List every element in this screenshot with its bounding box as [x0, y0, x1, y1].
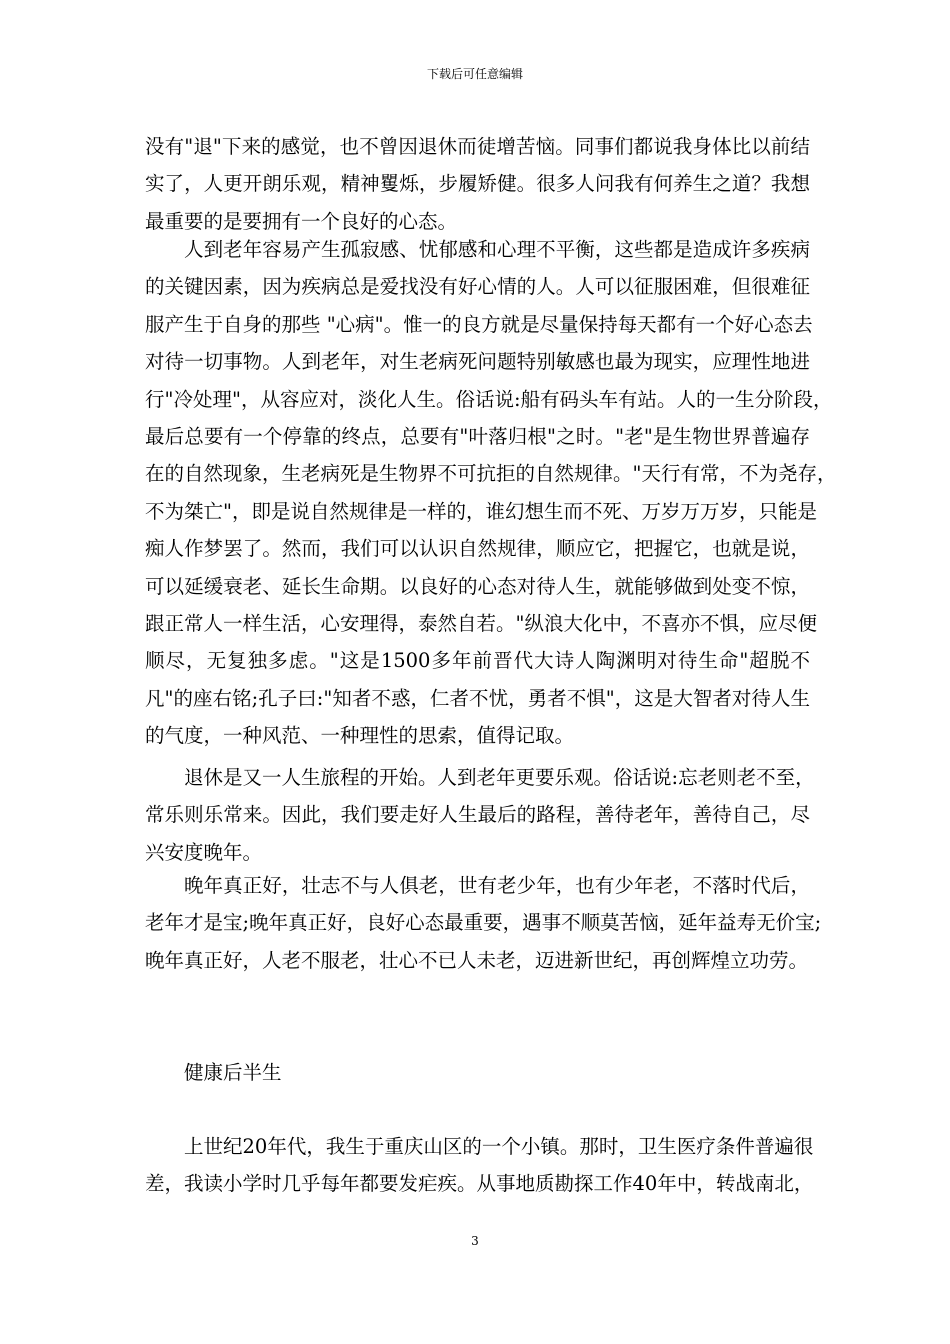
text-line: 最重要的是要拥有一个良好的心态。 [145, 209, 458, 233]
text-line: 差，我读小学时几乎每年都要发疟疾。从事地质勘探工作40年中，转战南北， [145, 1172, 814, 1196]
text-line: 没有"退"下来的感觉，也不曾因退休而徒增苦恼。同事们都说我身体比以前结 [145, 135, 810, 158]
text-line: 痴人作梦罢了。然而，我们可以认识自然规律，顺应它，把握它，也就是说， [145, 537, 810, 561]
paragraph-2 [145, 231, 837, 754]
text-line: 老年才是宝;晚年真正好，良好心态最重要，遇事不顺莫苦恼，延年益寿无价宝; [145, 911, 822, 935]
text-line: 实了，人更开朗乐观，精神矍烁，步履矫健。很多人问我有何养生之道？我想 [145, 172, 810, 196]
text-line: 不为桀亡"，即是说自然规律是一样的，谁幻想生而不死、万岁万万岁，只能是 [145, 499, 817, 523]
text-line: 人到老年容易产生孤寂感、忧郁感和心理不平衡，这些都是造成许多疾病 [184, 238, 810, 261]
page-number: 3 [471, 1234, 479, 1248]
text-line: 的气度，一种风范、一种理性的思索，值得记取。 [145, 724, 575, 748]
text-line: 最后总要有一个停靠的终点，总要有"叶落归根"之时。"老"是生物世界普遍存 [145, 424, 810, 448]
paragraph-5 [145, 1128, 814, 1203]
text-line: 凡"的座右铭;孔子曰:"知者不惑，仁者不忧，勇者不惧"，这是大智者对待人生 [145, 686, 810, 710]
text-line: 兴安度晚年。 [145, 840, 263, 864]
text-line: 可以延缓衰老、延长生命期。以良好的心态对待人生，就能够做到处变不惊， [145, 574, 810, 598]
text-line: 晚年真正好，壮志不与人俱老，世有老少年，也有少年老，不落时代后， [184, 874, 810, 897]
section-heading: 健康后半生 [184, 1061, 282, 1084]
text-line: 晚年真正好，人老不服老，壮心不已人未老，迈进新世纪，再创辉煌立功劳。 [145, 948, 809, 972]
text-line: 行"冷处理"，从容应对，淡化人生。俗话说:船有码头车有站。人的一生分阶段， [145, 387, 833, 411]
page-header: 下载后可任意编辑 [426, 67, 523, 81]
text-line: 在的自然现象，生老病死是生物界不可抗拒的自然规律。"天行有常，不为尧存， [145, 462, 837, 486]
text-line: 跟正常人一样生活，心安理得，泰然自若。"纵浪大化中，不喜亦不惧，应尽便 [145, 611, 817, 635]
text-line: 服产生于自身的那些 "心病"。惟一的良方就是尽量保持每天都有一个好心态去 [145, 312, 813, 336]
paragraph-4 [145, 867, 822, 979]
paragraph-3 [145, 759, 815, 871]
text-line: 退休是又一人生旅程的开始。人到老年更要乐观。俗话说:忘老则老不至， [184, 766, 815, 789]
text-line: 的关键因素，因为疾病总是爱找没有好心情的人。人可以征服困难，但很难征 [145, 275, 810, 299]
text-line: 上世纪20年代，我生于重庆山区的一个小镇。那时，卫生医疗条件普遍很 [184, 1135, 814, 1158]
text-line: 顺尽，无复独多虑。"这是1500多年前晋代大诗人陶渊明对待生命"超脱不 [145, 649, 810, 673]
text-line: 对待一切事物。人到老年，对生老病死问题特别敏感也最为现实，应理性地进 [145, 350, 810, 374]
text-line: 常乐则乐常来。因此，我们要走好人生最后的路程，善待老年，善待自己，尽 [145, 803, 810, 827]
paragraph-1 [145, 128, 810, 240]
